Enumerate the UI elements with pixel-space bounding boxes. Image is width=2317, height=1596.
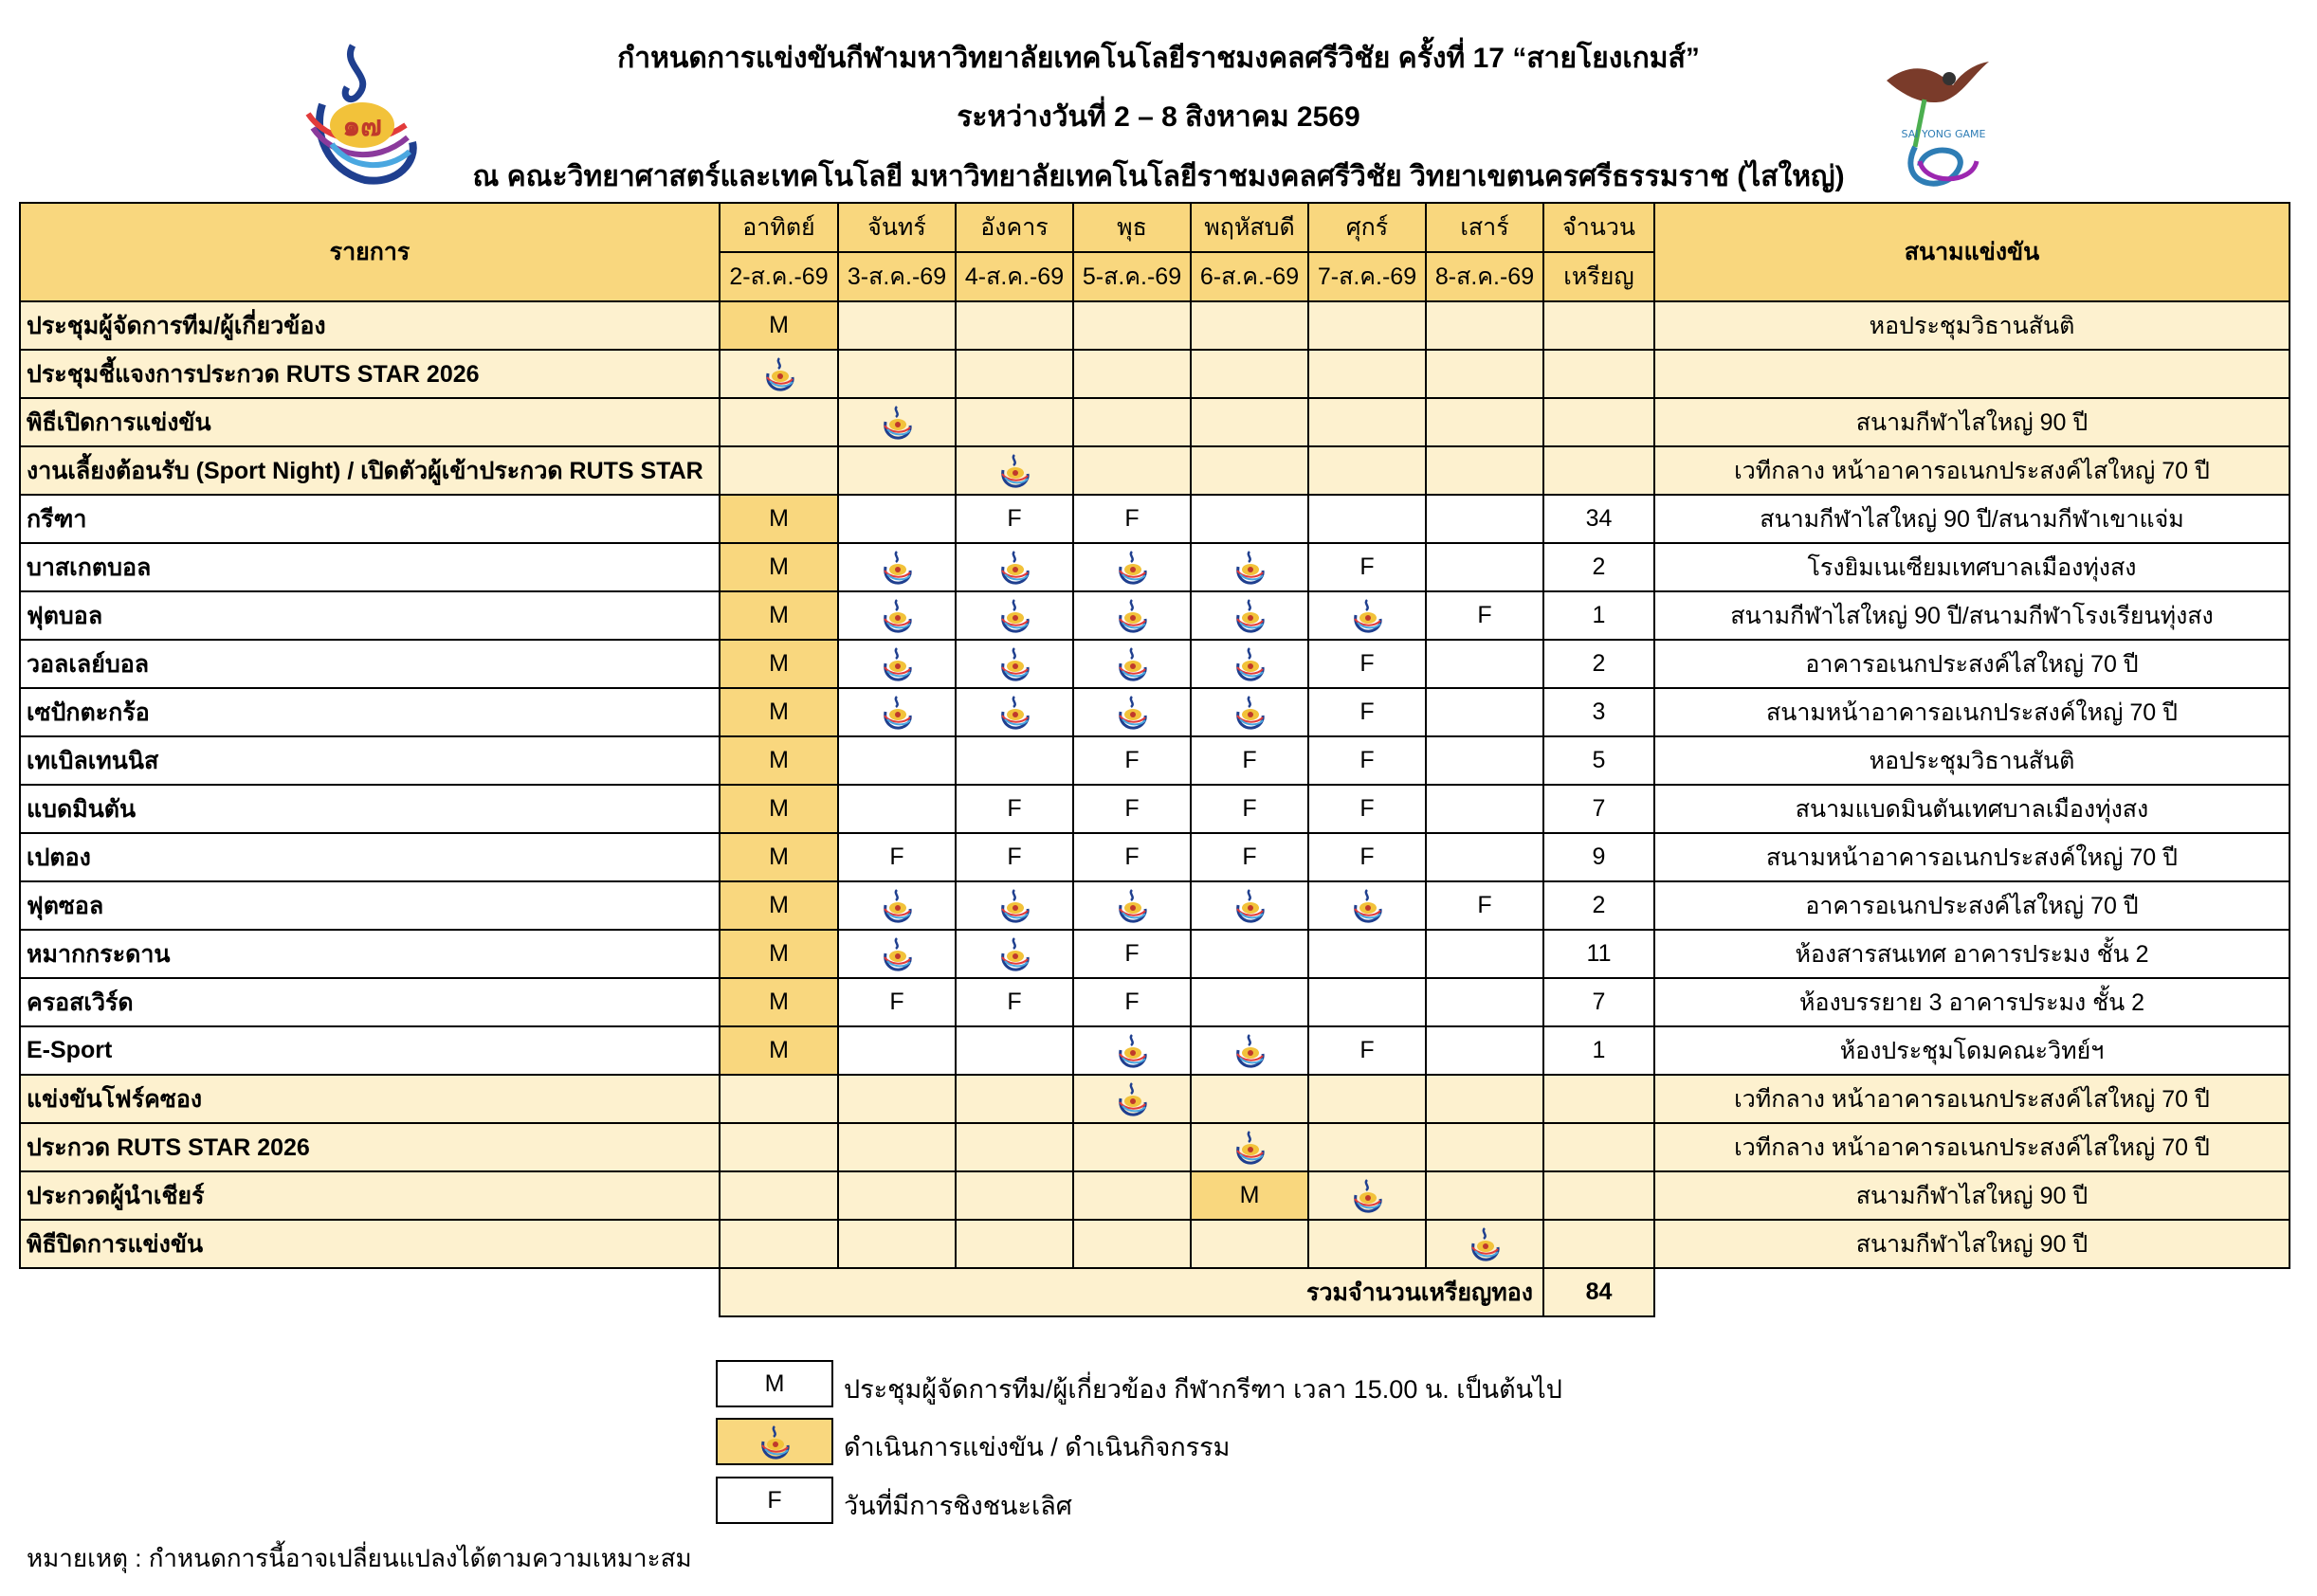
day-date-7: 8-ส.ค.-69 [1426,252,1543,301]
table-row [20,495,2290,543]
day-cell: F [956,978,1073,1026]
day-cell: F [1308,1026,1426,1075]
games-logo-icon [881,405,913,441]
table-row [20,1075,2290,1123]
games-logo-icon [998,453,1031,489]
row-medal-count [1543,1123,1654,1171]
table-row [20,881,2290,930]
day-cell [1426,833,1543,881]
day-cell [1073,1026,1191,1075]
row-item-name: E-Sport [20,1026,720,1075]
day-cell [956,640,1073,688]
row-venue: หอประชุมวิธานสันติ [1654,301,2290,350]
day-cell [838,640,956,688]
games-logo-icon [881,888,913,924]
day-cell [720,1171,838,1220]
total-row [20,1268,2290,1316]
row-medal-count: 7 [1543,978,1654,1026]
medals-header-1: จำนวน [1543,203,1654,252]
row-medal-count: 1 [1543,591,1654,640]
day-cell: F [1308,688,1426,736]
games-logo-icon [1469,1226,1501,1262]
day-cell [1308,350,1426,398]
row-item-name: เปตอง [20,833,720,881]
day-cell [1073,1171,1191,1220]
day-cell [1426,1171,1543,1220]
day-cell [1308,881,1426,930]
day-cell [838,881,956,930]
row-medal-count: 7 [1543,785,1654,833]
table-header-row-1 [20,203,2290,252]
games-logo-icon [998,598,1031,634]
day-cell: F [1308,543,1426,591]
day-cell [1073,1075,1191,1123]
day-cell [1426,398,1543,446]
row-venue: สนามกีฬาไสใหญ่ 90 ปี/สนามกีฬาเขาแจ่ม [1654,495,2290,543]
svg-text:๑๗: ๑๗ [342,110,382,143]
day-cell [1426,1075,1543,1123]
day-cell [1191,978,1308,1026]
row-venue: ห้องประชุมโดมคณะวิทย์ฯ [1654,1026,2290,1075]
row-item-name: วอลเลย์บอล [20,640,720,688]
day-cell [838,398,956,446]
games-logo-icon [1233,598,1266,634]
row-item-name: พิธีปิดการแข่งขัน [20,1220,720,1268]
table-row [20,1123,2290,1171]
day-cell [1191,301,1308,350]
day-cell [1191,1220,1308,1268]
total-spacer-right [1654,1268,2290,1316]
games-logo-icon [1351,1178,1383,1214]
games-logo-icon [1233,695,1266,731]
row-venue: โรงยิมเนเซียมเทศบาลเมืองทุ่งสง [1654,543,2290,591]
day-cell [1191,881,1308,930]
day-cell: M [720,301,838,350]
day-cell: F [1073,736,1191,785]
day-cell: F [1308,736,1426,785]
medals-header-2: เหรียญ [1543,252,1654,301]
games-logo-icon [1233,550,1266,586]
games-logo-icon [1116,598,1148,634]
games-logo-icon [998,695,1031,731]
row-venue: สนามกีฬาไสใหญ่ 90 ปี/สนามกีฬาโรงเรียนทุ่งสง [1654,591,2290,640]
day-cell [1426,640,1543,688]
row-medal-count: 2 [1543,543,1654,591]
day-cell [838,688,956,736]
day-cell [1191,688,1308,736]
row-venue: สนามกีฬาไสใหญ่ 90 ปี [1654,398,2290,446]
svg-text:SAI YONG GAME: SAI YONG GAME [1901,128,1986,140]
games-logo-icon [998,936,1031,972]
day-cell [1308,1171,1426,1220]
day-cell [720,446,838,495]
day-name-3: อังคาร [956,203,1073,252]
games-logo-icon [881,550,913,586]
games-logo-icon [1233,888,1266,924]
footnote: หมายเหตุ : กำหนดการนี้อาจเปลี่ยนแปลงได้ตามความเหมาะสม [27,1544,692,1572]
col-venue-header: สนามแข่งขัน [1654,203,2290,301]
row-item-name: ประชุมชี้แจงการประกวด RUTS STAR 2026 [20,350,720,398]
day-cell: F [1191,736,1308,785]
games-logo-icon [881,598,913,634]
day-cell [1191,1026,1308,1075]
games-logo-icon [1116,1033,1148,1069]
day-cell [1426,978,1543,1026]
games-logo-icon [758,1424,791,1460]
day-cell: F [956,833,1073,881]
row-medal-count: 3 [1543,688,1654,736]
day-cell [838,930,956,978]
day-cell [838,1220,956,1268]
day-date-4: 5-ส.ค.-69 [1073,252,1191,301]
day-cell [1191,446,1308,495]
games-logo-icon [881,695,913,731]
total-spacer [20,1268,720,1316]
day-name-5: พฤหัสบดี [1191,203,1308,252]
day-cell [1426,495,1543,543]
day-cell [1073,543,1191,591]
table-row [20,833,2290,881]
games-logo-icon [881,936,913,972]
row-medal-count: 2 [1543,640,1654,688]
legend-f-box: F [716,1477,833,1524]
row-item-name: ประกวด RUTS STAR 2026 [20,1123,720,1171]
games-logo-icon [1233,1130,1266,1166]
day-cell [1191,543,1308,591]
table-row [20,398,2290,446]
games-logo-icon [1116,550,1148,586]
day-cell: M [720,495,838,543]
day-cell [720,350,838,398]
day-cell [838,1123,956,1171]
day-cell [838,736,956,785]
day-cell [956,543,1073,591]
day-cell [838,543,956,591]
day-cell: M [720,978,838,1026]
day-cell: F [956,495,1073,543]
row-item-name: พิธีเปิดการแข่งขัน [20,398,720,446]
day-cell [1308,930,1426,978]
day-cell: F [1073,495,1191,543]
day-cell [720,1220,838,1268]
day-cell: F [838,978,956,1026]
row-item-name: ฟุตบอล [20,591,720,640]
legend-f-text: วันที่มีการชิงชนะเลิศ [844,1492,1072,1520]
row-medal-count [1543,1171,1654,1220]
day-cell [1073,350,1191,398]
row-venue: เวทีกลาง หน้าอาคารอเนกประสงค์ไสใหญ่ 70 ปี [1654,1123,2290,1171]
day-cell: M [720,640,838,688]
day-cell [1191,398,1308,446]
day-cell [1073,301,1191,350]
table-row [20,1026,2290,1075]
row-medal-count [1543,398,1654,446]
games-logo-icon [1116,695,1148,731]
games-logo-icon [1233,1033,1266,1069]
games-logo-icon [763,356,795,392]
games-logo-icon [998,646,1031,682]
table-row [20,1220,2290,1268]
day-cell: M [720,736,838,785]
day-cell [1073,398,1191,446]
col-item-header: รายการ [20,203,720,301]
row-venue: สนามกีฬาไสใหญ่ 90 ปี [1654,1171,2290,1220]
day-cell [838,1026,956,1075]
row-venue: สนามหน้าอาคารอเนกประสงค์ใหญ่ 70 ปี [1654,688,2290,736]
table-row [20,736,2290,785]
legend-m-text: ประชุมผู้จัดการทีม/ผู้เกี่ยวข้อง กีฬากรีฑา เวลา 15.00 น. เป็นต้นไป [844,1375,1562,1404]
row-item-name: เทเบิลเทนนิส [20,736,720,785]
legend-activity-text: ดำเนินการแข่งขัน / ดำเนินกิจกรรม [844,1433,1231,1461]
day-cell [1426,785,1543,833]
row-item-name: ครอสเวิร์ด [20,978,720,1026]
games-logo-icon [1351,598,1383,634]
day-cell [720,398,838,446]
day-cell [1308,1075,1426,1123]
day-cell [956,446,1073,495]
day-cell: F [1191,833,1308,881]
day-cell [1073,1220,1191,1268]
day-cell [956,350,1073,398]
games-logo-icon [998,888,1031,924]
day-cell: F [1426,591,1543,640]
table-row [20,688,2290,736]
day-cell: F [1308,785,1426,833]
day-cell: F [1308,640,1426,688]
table-row [20,543,2290,591]
day-cell [956,688,1073,736]
total-label: รวมจำนวนเหรียญทอง [720,1268,1543,1316]
row-item-name: ฟุตซอล [20,881,720,930]
day-cell [1426,1220,1543,1268]
row-item-name: เซปักตะกร้อ [20,688,720,736]
row-item-name: บาสเกตบอล [20,543,720,591]
row-medal-count [1543,446,1654,495]
games-logo-icon [1116,646,1148,682]
day-cell [1073,591,1191,640]
day-cell: M [720,881,838,930]
games-logo-icon [998,550,1031,586]
day-cell: M [720,543,838,591]
day-cell [1073,881,1191,930]
day-cell [1308,591,1426,640]
day-cell [1073,446,1191,495]
day-name-6: ศุกร์ [1308,203,1426,252]
row-medal-count: 34 [1543,495,1654,543]
row-item-name: ประชุมผู้จัดการทีม/ผู้เกี่ยวข้อง [20,301,720,350]
row-item-name: แข่งขันโฟร์คซอง [20,1075,720,1123]
row-medal-count: 1 [1543,1026,1654,1075]
day-cell [956,1026,1073,1075]
day-cell: F [1426,881,1543,930]
day-cell [956,301,1073,350]
row-item-name: แบดมินตัน [20,785,720,833]
day-cell [1426,446,1543,495]
day-cell [1308,1220,1426,1268]
day-cell [1191,350,1308,398]
row-medal-count [1543,350,1654,398]
row-item-name: งานเลี้ยงต้อนรับ (Sport Night) / เปิดตัวผู้เข้าประกวด RUTS STAR [20,446,720,495]
row-item-name: กรีฑา [20,495,720,543]
legend-m-box: M [716,1360,833,1407]
day-cell [1073,640,1191,688]
day-cell [1191,495,1308,543]
games-logo-icon [881,646,913,682]
row-venue: สนามแบดมินตันเทศบาลเมืองทุ่งสง [1654,785,2290,833]
row-venue: สนามกีฬาไสใหญ่ 90 ปี [1654,1220,2290,1268]
row-venue [1654,350,2290,398]
row-item-name: หมากกระดาน [20,930,720,978]
row-medal-count: 9 [1543,833,1654,881]
day-cell [1191,1123,1308,1171]
row-venue: สนามหน้าอาคารอเนกประสงค์ใหญ่ 70 ปี [1654,833,2290,881]
day-cell [1308,398,1426,446]
day-cell [1191,640,1308,688]
row-venue: ห้องสารสนเทศ อาคารประมง ชั้น 2 [1654,930,2290,978]
day-cell [1426,543,1543,591]
day-cell: F [1308,833,1426,881]
day-date-2: 3-ส.ค.-69 [838,252,956,301]
schedule-table [19,202,2290,1317]
day-cell [838,1075,956,1123]
day-cell [1308,446,1426,495]
table-row [20,785,2290,833]
row-venue: เวทีกลาง หน้าอาคารอเนกประสงค์ไสใหญ่ 70 ปี [1654,446,2290,495]
day-cell [956,1171,1073,1220]
day-cell [1308,978,1426,1026]
table-row [20,591,2290,640]
day-cell [956,1220,1073,1268]
day-cell [720,1123,838,1171]
day-cell [1426,1123,1543,1171]
day-cell [956,1123,1073,1171]
row-venue: อาคารอเนกประสงค์ไสใหญ่ 70 ปี [1654,640,2290,688]
day-cell [956,736,1073,785]
row-medal-count [1543,1220,1654,1268]
day-date-1: 2-ส.ค.-69 [720,252,838,301]
table-row [20,1171,2290,1220]
day-cell [1308,1123,1426,1171]
day-cell: F [838,833,956,881]
row-medal-count [1543,301,1654,350]
day-date-3: 4-ส.ค.-69 [956,252,1073,301]
day-cell: M [720,833,838,881]
row-venue: หอประชุมวิธานสันติ [1654,736,2290,785]
day-cell: F [1073,930,1191,978]
day-cell [956,930,1073,978]
page-header [0,0,2317,194]
day-cell [1073,1123,1191,1171]
day-cell [956,1075,1073,1123]
day-cell [1073,688,1191,736]
title-line-3: ณ คณะวิทยาศาสตร์และเทคโนโลยี มหาวิทยาลัยเทคโนโลยีราชมงคลศรีวิชัย วิทยาเขตนครศรีธรรมราช (ไสใหญ่) [472,161,1845,192]
day-name-1: อาทิตย์ [720,203,838,252]
table-row [20,640,2290,688]
row-medal-count [1543,1075,1654,1123]
row-venue: อาคารอเนกประสงค์ไสใหญ่ 70 ปี [1654,881,2290,930]
day-cell [1426,930,1543,978]
day-cell [1426,688,1543,736]
table-row [20,301,2290,350]
day-cell [838,495,956,543]
day-cell [838,350,956,398]
day-cell [1426,1026,1543,1075]
day-cell: F [956,785,1073,833]
total-value: 84 [1543,1268,1654,1316]
day-cell: M [720,930,838,978]
day-cell [1426,301,1543,350]
title-line-2: ระหว่างวันที่ 2 – 8 สิงหาคม 2569 [957,101,1360,133]
day-cell: M [720,688,838,736]
row-medal-count: 11 [1543,930,1654,978]
day-cell: F [1073,785,1191,833]
day-cell [956,881,1073,930]
day-cell [838,591,956,640]
row-venue: ห้องบรรยาย 3 อาคารประมง ชั้น 2 [1654,978,2290,1026]
table-row [20,930,2290,978]
day-cell [1426,350,1543,398]
day-cell: M [720,1026,838,1075]
table-row [20,350,2290,398]
day-cell: M [1191,1171,1308,1220]
day-cell [1426,736,1543,785]
games-logo-icon [1351,888,1383,924]
table-row [20,978,2290,1026]
day-cell: F [1073,833,1191,881]
legend-activity-box [716,1418,833,1465]
day-cell [838,785,956,833]
games-logo-icon [1233,646,1266,682]
day-name-7: เสาร์ [1426,203,1543,252]
day-cell: M [720,785,838,833]
day-cell [1308,301,1426,350]
day-name-2: จันทร์ [838,203,956,252]
day-cell [956,591,1073,640]
row-medal-count: 5 [1543,736,1654,785]
day-cell: M [720,591,838,640]
day-name-4: พุธ [1073,203,1191,252]
games-logo-icon [1116,1081,1148,1117]
day-date-5: 6-ส.ค.-69 [1191,252,1308,301]
day-cell: F [1073,978,1191,1026]
table-row [20,446,2290,495]
schedule-body [20,301,2290,1316]
title-line-1: กำหนดการแข่งขันกีฬามหาวิทยาลัยเทคโนโลยีราชมงคลศรีวิชัย ครั้งที่ 17 “สายโยงเกมส์” [617,43,1700,74]
day-cell [1191,1075,1308,1123]
day-cell [838,301,956,350]
day-cell [1191,591,1308,640]
day-cell [1191,930,1308,978]
day-cell [1308,495,1426,543]
day-cell [720,1075,838,1123]
row-venue: เวทีกลาง หน้าอาคารอเนกประสงค์ไสใหญ่ 70 ปี [1654,1075,2290,1123]
day-cell [838,1171,956,1220]
day-date-6: 7-ส.ค.-69 [1308,252,1426,301]
day-cell [956,398,1073,446]
row-medal-count: 2 [1543,881,1654,930]
day-cell: F [1191,785,1308,833]
row-item-name: ประกวดผู้นำเชียร์ [20,1171,720,1220]
day-cell [838,446,956,495]
games-logo-icon [1116,888,1148,924]
